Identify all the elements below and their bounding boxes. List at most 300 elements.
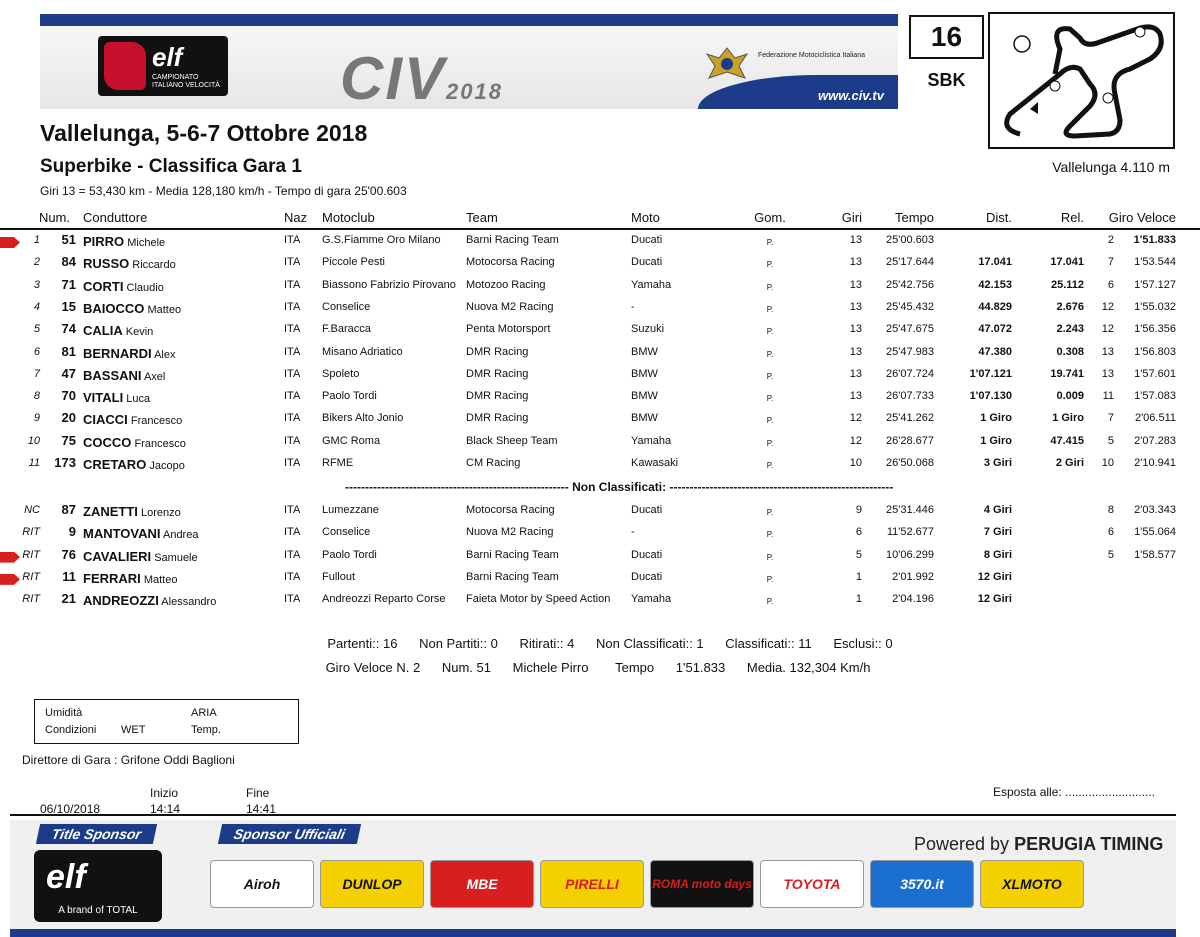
- cell-naz: ITA: [284, 345, 301, 358]
- race-class: SBK: [927, 70, 966, 90]
- table-row: [0, 546, 1200, 568]
- cell-naz: ITA: [284, 412, 301, 425]
- conditions-box: [34, 699, 299, 744]
- cell-moto: BMW: [631, 390, 658, 403]
- table-row: [0, 387, 1200, 409]
- col-dist: Dist.: [986, 210, 1012, 225]
- esposta-alle: Esposta alle: ...........................: [993, 785, 1156, 799]
- cell-dist: 1'07.121: [969, 367, 1012, 380]
- rider-surname: CAVALIERI: [83, 548, 152, 564]
- cell-rel: 17.041: [1050, 256, 1084, 269]
- table-row: [0, 523, 1200, 545]
- rider-surname: ANDREOZZI: [83, 593, 159, 609]
- cell-moto: BMW: [631, 345, 658, 358]
- fmi-eagle-icon: [705, 44, 749, 84]
- cell-fastlap-time: 1'55.064: [1134, 526, 1176, 539]
- fastest-lap-tempo-label: Tempo: [615, 660, 655, 675]
- cell-rider: [83, 457, 185, 472]
- cell-fastlap-num: 7: [1107, 256, 1114, 269]
- cell-rel: 2.676: [1056, 300, 1084, 313]
- elf-word: elf: [46, 858, 86, 896]
- sponsor-3570-logo[interactable]: 3570.it: [870, 860, 974, 908]
- cell-gom: P.: [766, 349, 774, 359]
- cond-aria: ARIA: [191, 707, 217, 719]
- stat-esclusi: Esclusi:: 0: [833, 636, 893, 651]
- fastest-lap-label: Giro Veloce N. 2: [325, 660, 421, 675]
- cell-giri: 12: [849, 434, 862, 447]
- cell-fastlap-num: 12: [1101, 300, 1114, 313]
- cell-fastlap-num: 13: [1101, 367, 1114, 380]
- fine-label: Fine: [246, 786, 270, 800]
- inizio-label: Inizio: [150, 786, 179, 800]
- inizio-time: 14:14: [150, 802, 181, 816]
- cell-club: Piccole Pesti: [322, 256, 385, 269]
- cell-club: Biassono Fabrizio Pirovano: [322, 278, 456, 291]
- cell-dist: 47.072: [978, 323, 1012, 336]
- cell-fastlap-num: 6: [1107, 278, 1114, 291]
- table-row: [0, 298, 1200, 320]
- stat-non-partiti: Non Partiti:: 0: [419, 636, 498, 651]
- cell-num: 75: [61, 432, 76, 448]
- rider-surname: CIACCI: [83, 412, 128, 428]
- cond-condizioni-value: WET: [121, 724, 146, 736]
- cell-pos: 8: [33, 390, 40, 403]
- race-date: 06/10/2018: [40, 802, 101, 816]
- cell-rel: 19.741: [1050, 367, 1084, 380]
- cell-pos: 5: [33, 323, 40, 336]
- cell-moto: Ducati: [631, 234, 663, 246]
- cell-fastlap-time: 2'03.343: [1134, 504, 1176, 516]
- cell-num: 81: [61, 343, 76, 359]
- table-row: [0, 253, 1200, 275]
- cell-num: 87: [61, 502, 76, 517]
- cell-team: Motozoo Racing: [466, 278, 546, 291]
- cell-giri: 13: [849, 234, 862, 246]
- table-row: [0, 454, 1200, 476]
- cell-num: 76: [61, 546, 76, 562]
- cell-pos: RIT: [22, 548, 40, 561]
- cell-giri: 13: [849, 278, 862, 291]
- fastest-lap-media: Media. 132,304 Km/h: [746, 660, 871, 675]
- cell-rider: [83, 368, 165, 383]
- cell-rider: [83, 504, 181, 519]
- cell-fastlap-num: 13: [1101, 345, 1114, 358]
- cell-fastlap-time: 1'57.127: [1134, 278, 1176, 291]
- cell-naz: ITA: [284, 526, 301, 539]
- track-layout-icon: [990, 14, 1173, 147]
- rider-firstname: Matteo: [143, 573, 178, 586]
- cell-gom: P.: [766, 438, 774, 448]
- cell-moto: Yamaha: [631, 278, 672, 291]
- page-subtitle: Superbike - Classifica Gara 1: [40, 156, 302, 177]
- powered-by: [914, 834, 1163, 855]
- civ-logo-text: CIV: [340, 45, 447, 109]
- rider-surname: PIRRO: [83, 234, 125, 249]
- cell-tempo: 25'17.644: [886, 256, 934, 269]
- cell-rider: [83, 571, 177, 586]
- cell-moto: Yamaha: [631, 434, 672, 447]
- sponsor-pirelli-logo[interactable]: PIRELLI: [540, 860, 644, 908]
- cell-gom: P.: [766, 260, 774, 270]
- sponsor-romamotodays-logo[interactable]: ROMA moto days: [650, 860, 754, 908]
- cell-pos: 1: [33, 234, 40, 246]
- cell-rel: 0.308: [1056, 345, 1084, 358]
- rider-surname: FERRARI: [83, 570, 141, 586]
- cell-club: Andreozzi Reparto Corse: [322, 593, 446, 606]
- cell-num: 74: [61, 321, 76, 337]
- cell-gom: P.: [766, 238, 774, 247]
- cell-moto: -: [631, 300, 635, 313]
- cell-dist: 12 Giri: [977, 593, 1012, 606]
- cell-club: Paolo Tordi: [322, 548, 377, 561]
- cell-naz: ITA: [284, 278, 301, 291]
- table-row: [0, 343, 1200, 365]
- col-team: Team: [466, 210, 498, 225]
- sponsor-mbe-logo[interactable]: MBE: [430, 860, 534, 908]
- stat-classificati: Classificati:: 11: [725, 636, 812, 651]
- cell-rider: [83, 323, 153, 338]
- cell-tempo: 10'06.299: [886, 548, 934, 561]
- sponsor-band: [10, 820, 1176, 937]
- cell-fastlap-time: 2'10.941: [1134, 457, 1176, 469]
- cell-team: DMR Racing: [466, 345, 529, 358]
- cell-num: 71: [61, 276, 76, 292]
- rider-firstname: Matteo: [147, 303, 182, 316]
- cell-giri: 13: [849, 390, 862, 403]
- cell-tempo: 2'01.992: [892, 570, 934, 583]
- official-sponsors-label: Sponsor Ufficiali: [218, 824, 361, 844]
- cell-gom: P.: [766, 461, 774, 470]
- cell-naz: ITA: [284, 323, 301, 336]
- col-moto: Moto: [631, 210, 660, 225]
- cell-tempo: 26'07.724: [886, 367, 934, 380]
- cell-dist: 12 Giri: [977, 570, 1012, 583]
- cell-team: DMR Racing: [466, 390, 529, 403]
- rider-surname: CALIA: [83, 323, 123, 339]
- cell-dist: 8 Giri: [983, 548, 1012, 561]
- cell-club: Paolo Tordi: [322, 390, 377, 403]
- italy-flag-icon: [104, 42, 146, 90]
- cell-fastlap-time: 1'55.032: [1134, 300, 1176, 313]
- cell-num: 173: [54, 455, 76, 470]
- cell-club: G.S.Fiamme Oro Milano: [322, 234, 441, 246]
- cell-moto: Suzuki: [631, 323, 665, 336]
- rider-surname: RUSSO: [83, 256, 130, 272]
- cell-moto: Ducati: [631, 504, 663, 516]
- cell-club: Misano Adriatico: [322, 345, 403, 358]
- cell-tempo: 2'04.196: [892, 593, 934, 606]
- col-giro-veloce: Giro Veloce: [1108, 210, 1176, 225]
- cell-moto: -: [631, 526, 635, 539]
- cell-moto: BMW: [631, 367, 658, 380]
- cell-rider: [83, 412, 182, 427]
- cell-fastlap-time: 1'51.833: [1133, 234, 1176, 246]
- cell-fastlap-time: 2'06.511: [1134, 412, 1176, 425]
- rider-surname: ZANETTI: [83, 504, 138, 519]
- cell-tempo: 26'50.068: [886, 457, 934, 469]
- sponsor-dunlop-logo[interactable]: DUNLOP: [320, 860, 424, 908]
- powered-by-brand: PERUGIA TIMING: [1014, 834, 1164, 854]
- cell-team: Motocorsa Racing: [466, 504, 555, 516]
- cell-team: CM Racing: [466, 457, 521, 469]
- cell-rider: [83, 346, 175, 361]
- cell-naz: ITA: [284, 548, 301, 561]
- page-title: Vallelunga, 5-6-7 Ottobre 2018: [40, 120, 368, 146]
- cell-giri: 13: [849, 345, 862, 358]
- cell-dist: 4 Giri: [983, 504, 1012, 516]
- cell-rel: 1 Giro: [1052, 412, 1084, 425]
- cell-num: 47: [61, 365, 76, 381]
- cell-tempo: 26'07.733: [886, 390, 934, 403]
- rider-firstname: Alessandro: [161, 596, 217, 609]
- banner-url[interactable]: www.civ.tv: [818, 88, 884, 103]
- cell-gom: P.: [766, 530, 774, 540]
- cell-gom: P.: [766, 371, 774, 381]
- cell-num: 15: [61, 298, 76, 314]
- cell-naz: ITA: [284, 367, 301, 380]
- rider-firstname: Claudio: [126, 281, 164, 294]
- cell-club: F.Baracca: [322, 323, 371, 336]
- cell-moto: Ducati: [631, 256, 663, 269]
- cell-naz: ITA: [284, 504, 301, 516]
- cell-pos: NC: [24, 504, 40, 516]
- cell-num: 84: [61, 254, 76, 270]
- cell-dist: 3 Giri: [983, 457, 1012, 469]
- fastest-lap-tempo: 1'51.833: [675, 660, 726, 675]
- elf-logo-text: elf: [152, 42, 183, 72]
- cell-moto: BMW: [631, 412, 658, 425]
- cell-pos: 10: [27, 434, 40, 447]
- results-header: [0, 208, 1200, 230]
- cell-fastlap-time: 1'58.577: [1134, 548, 1176, 561]
- table-row: [0, 365, 1200, 387]
- non-classified-separator: -------------------------------------------------------- Non Classificati: --------------------------------------------------------: [345, 480, 894, 494]
- cell-club: Fullout: [322, 570, 356, 583]
- cond-temp: Temp.: [191, 724, 221, 736]
- col-rel: Rel.: [1060, 210, 1084, 225]
- cell-pos: 9: [33, 412, 40, 425]
- cond-condizioni: Condizioni: [45, 724, 97, 736]
- rider-firstname: Francesco: [134, 437, 186, 450]
- cell-club: GMC Roma: [322, 434, 381, 447]
- cell-fastlap-time: 1'53.544: [1134, 256, 1176, 269]
- cell-tempo: 25'00.603: [886, 234, 934, 246]
- cell-gom: P.: [766, 327, 774, 337]
- cell-team: Barni Racing Team: [466, 234, 559, 246]
- col-rider: Conduttore: [83, 210, 148, 225]
- cond-umidita: Umidità: [45, 707, 83, 719]
- cell-team: DMR Racing: [466, 412, 529, 425]
- stat-ritirati: Ritirati:: 4: [519, 636, 575, 651]
- cell-fastlap-num: 10: [1101, 457, 1114, 469]
- table-row: [0, 320, 1200, 342]
- col-club: Motoclub: [322, 210, 375, 225]
- footer-blue-band: [10, 929, 1176, 937]
- race-director: Direttore di Gara : Grifone Oddi Baglioni: [22, 753, 235, 767]
- cell-rider: [83, 234, 165, 249]
- rider-surname: MANTOVANI: [83, 526, 161, 542]
- cell-giri: 10: [849, 457, 862, 469]
- cell-pos: 6: [33, 345, 40, 358]
- cell-naz: ITA: [284, 434, 301, 447]
- cell-rel: 25.112: [1050, 278, 1084, 291]
- col-tempo: Tempo: [894, 210, 934, 225]
- cell-naz: ITA: [284, 234, 301, 246]
- rider-firstname: Kevin: [125, 326, 154, 339]
- cell-giri: 12: [849, 412, 862, 425]
- cell-dist: 44.829: [978, 300, 1012, 313]
- cell-gom: P.: [766, 394, 774, 404]
- powered-by-prefix: Powered by: [914, 834, 1015, 854]
- rider-firstname: Francesco: [130, 415, 183, 428]
- table-row: [0, 432, 1200, 454]
- cell-rider: [83, 593, 216, 608]
- cell-pos: 11: [28, 457, 40, 469]
- col-giri: Giri: [841, 210, 862, 225]
- cell-moto: Ducati: [631, 548, 663, 561]
- cell-rider: [83, 390, 150, 405]
- cell-giri: 13: [849, 367, 862, 380]
- cell-rider: [83, 279, 164, 294]
- cell-gom: P.: [766, 574, 774, 584]
- table-row: [0, 501, 1200, 523]
- table-row: [0, 409, 1200, 431]
- cell-giri: 1: [855, 593, 862, 606]
- sponsor-airoh-logo[interactable]: Airoh: [210, 860, 314, 908]
- cell-gom: P.: [766, 508, 774, 517]
- cell-dist: 47.380: [978, 345, 1012, 358]
- title-sponsor-label: Title Sponsor: [36, 824, 157, 844]
- cell-gom: P.: [766, 552, 774, 562]
- rider-surname: BASSANI: [83, 367, 142, 383]
- cell-gom: P.: [766, 304, 774, 314]
- sponsor-toyota-logo[interactable]: TOYOTA: [760, 860, 864, 908]
- fmi-text: Federazione Motociclistica Italiana: [758, 52, 865, 59]
- stat-non-classificati: Non Classificati:: 1: [596, 636, 704, 651]
- cell-tempo: 25'47.675: [886, 323, 934, 336]
- elf-logo-subtitle: CAMPIONATO ITALIANO VELOCITÀ: [152, 74, 220, 89]
- cell-rider: [83, 549, 198, 564]
- cell-team: Barni Racing Team: [466, 548, 559, 561]
- cell-club: Conselice: [322, 526, 371, 539]
- cell-rider: [83, 256, 176, 271]
- cell-team: Black Sheep Team: [466, 434, 558, 447]
- cell-rel: 2 Giri: [1055, 457, 1084, 469]
- rider-firstname: Andrea: [162, 529, 199, 542]
- rider-firstname: Michele: [127, 237, 166, 249]
- cell-gom: P.: [766, 416, 774, 426]
- cell-num: 21: [61, 591, 76, 607]
- cell-rider: [83, 435, 186, 450]
- cell-club: Bikers Alto Jonio: [322, 412, 404, 425]
- cell-team: DMR Racing: [466, 367, 529, 380]
- cell-fastlap-time: 2'07.283: [1134, 434, 1176, 447]
- stat-partenti: Partenti:: 16: [327, 636, 398, 651]
- cell-tempo: 25'47.983: [886, 345, 934, 358]
- fastest-lap-rider: Michele Pirro: [512, 660, 589, 675]
- civ-logo: [340, 44, 503, 109]
- cell-giri: 9: [855, 504, 862, 516]
- cell-dist: 42.153: [978, 278, 1012, 291]
- cell-giri: 13: [849, 256, 862, 269]
- cell-dist: 1'07.130: [969, 390, 1012, 403]
- rider-surname: CORTI: [83, 278, 124, 294]
- cell-pos: RIT: [22, 570, 40, 583]
- rider-firstname: Luca: [126, 393, 151, 406]
- fastest-lap: [0, 660, 1200, 675]
- cell-naz: ITA: [284, 570, 301, 583]
- cell-team: Motocorsa Racing: [466, 256, 555, 269]
- table-row: [0, 276, 1200, 298]
- elf-title-sponsor-logo[interactable]: [34, 850, 162, 922]
- rider-firstname: Alex: [154, 348, 176, 361]
- cell-fastlap-num: 5: [1107, 548, 1114, 561]
- fine-time: 14:41: [246, 802, 277, 816]
- rider-surname: BERNARDI: [83, 345, 152, 361]
- rider-surname: CRETARO: [83, 457, 147, 472]
- cell-num: 70: [61, 388, 76, 404]
- cell-club: Conselice: [322, 300, 371, 313]
- header-banner: [40, 14, 898, 109]
- rider-surname: VITALI: [83, 390, 124, 406]
- cell-fastlap-time: 1'56.356: [1134, 323, 1176, 336]
- cell-gom: P.: [766, 282, 774, 292]
- cell-fastlap-num: 7: [1107, 412, 1114, 425]
- cell-club: Spoleto: [322, 367, 360, 380]
- cell-dist: 1 Giro: [980, 412, 1012, 425]
- rider-firstname: Lorenzo: [140, 507, 181, 519]
- cell-rel: 2.243: [1056, 323, 1084, 336]
- cell-rel: 47.415: [1050, 434, 1084, 447]
- cell-rider: [83, 526, 198, 541]
- cell-team: Nuova M2 Racing: [466, 526, 554, 539]
- cell-pos: 2: [33, 256, 40, 269]
- cell-fastlap-num: 6: [1107, 526, 1114, 539]
- col-naz: Naz: [284, 210, 308, 225]
- sponsor-xlmoto-logo[interactable]: XLMOTO: [980, 860, 1084, 908]
- civ-logo-year: 2018: [446, 79, 503, 104]
- cell-tempo: 11'52.677: [886, 526, 934, 539]
- cell-fastlap-time: 1'57.601: [1134, 367, 1176, 380]
- cell-club: Lumezzane: [322, 504, 379, 516]
- cell-team: Penta Motorsport: [466, 323, 551, 336]
- cell-fastlap-num: 11: [1102, 390, 1114, 403]
- cell-tempo: 26'28.677: [886, 434, 934, 447]
- cell-naz: ITA: [284, 256, 301, 269]
- cell-giri: 13: [849, 323, 862, 336]
- table-row: [0, 590, 1200, 612]
- cell-naz: ITA: [284, 593, 301, 606]
- track-length: Vallelunga 4.110 m: [1052, 159, 1170, 175]
- cell-team: Nuova M2 Racing: [466, 300, 554, 313]
- cell-pos: 4: [33, 300, 40, 313]
- cell-naz: ITA: [284, 457, 301, 469]
- rider-surname: BAIOCCO: [83, 300, 145, 316]
- col-num: Num.: [38, 210, 70, 225]
- track-map: [988, 12, 1175, 149]
- cell-fastlap-num: 2: [1107, 234, 1114, 246]
- col-gom: Gom.: [754, 210, 786, 225]
- cell-rider: [83, 301, 181, 316]
- elf-brand-sub: A brand of TOTAL: [58, 905, 138, 916]
- cell-tempo: 25'31.446: [886, 504, 934, 516]
- cell-team: Faieta Motor by Speed Action: [466, 593, 611, 606]
- cell-num: 9: [68, 524, 76, 540]
- cell-fastlap-num: 5: [1107, 434, 1114, 447]
- cell-moto: Kawasaki: [631, 457, 679, 469]
- cell-num: 11: [62, 568, 76, 584]
- cell-fastlap-time: 1'57.083: [1134, 390, 1176, 403]
